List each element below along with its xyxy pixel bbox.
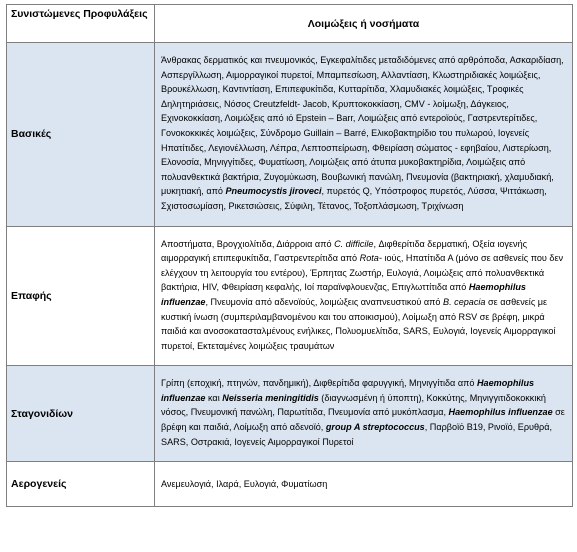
emphasis-term: Haemophilus influenzae	[161, 282, 526, 307]
infections-basic: Άνθρακας δερματικός και πνευμονικός, Εγκεφαλίτιδες μεταδιδόμενες από αρθρόποδα, Ασκαριδίαση, Ασπεργίλλωση, Αιμορραγικοί πυρετοί, Μπαμπεσίωση, Αλλαντίαση, Κλωστηριδιακές λοιμώξεις, Βρουκέλλωση, Καντιντίαση, Επιπεφυκίτιδα, Κυτταρίτιδα, Χλαμυδιακές λοιμώξεις, Τροφικές Δηλητηριάσεις, Νόσος Creutzfeldt- Jacob, Κρυπτοκοκκίαση, CMV - λοίμωξη, Δάγκειος, Εχινοκοκκίαση, Λοιμώξεις από ιό Epstein – Barr, Λοιμώξεις από εντεροϊούς, Γαστρεντερίτιδες, Γονοκοκκικές λοιμώξεις, Σύνδρομο Guillain – Barré, Ελικοβακτηρίδιο του πυλωρού, Ιογενείς Ηπατίτιδες, Λεγιονέλλωση, Λέπρα, Λεπτοσπείρωση, Φθειρίαση σώματος - εφηβαίου, Λιστερίωση, Ελονοσία, Μηνιγγίτιδες, Φυματίωση, Λοιμώξεις από άτυπα μυκοβακτηρίδια, Λοιμώξεις από πολυανθεκτικά βακτήρια, Ζυγομύκωση, Βουβωνική πανώλη, Πνευμονία (βακτηριακή, χλαμυδιακή, μυκητιακή, από Pneumocystis jiroveci, πυρετός Q, Υπόστροφος πυρετός, Λύσσα, Ψιττάκωση, Σχιστοσωμίαση, Ρικετσιώσεις, Σύφιλη, Τέτανος, Τοξοπλάσμωση, Τριχίνωση	[155, 43, 573, 227]
infections-airborne: Ανεμευλογιά, Ιλαρά, Ευλογιά, Φυματίωση	[155, 462, 573, 507]
table-row-droplet	[7, 366, 573, 462]
emphasis-term: Neisseria meningitidis	[222, 392, 319, 403]
emphasis-term: Pneumocystis jiroveci	[225, 186, 322, 197]
infections-droplet: Γρίπη (εποχική, πτηνών, πανδημική), Διφθερίτιδα φαρυγγική, Μηνιγγίτιδα από Haemophilus influenzae και Neisseria meningitidis (διαγνωσμένη ή ύποπτη), Κοκκύτης, Μηνιγγιτιδοκοκκική νόσος, Πνευμονική πανώλη, Παρωτίτιδα, Πνευμονία από μυκόπλασμα, Haemophilus influenzae σε βρέφη και παιδιά, Λοίμωξη από αδενοϊό, group A streptococcus, Παρβοϊό Β19, Ρινοϊό, Ερυθρά, SARS, Οστρακιά, Ιογενείς Αιμορραγικοί Πυρετοί	[155, 366, 573, 462]
table-row-basic	[7, 43, 573, 227]
precautions-table	[6, 4, 573, 507]
emphasis-term: group A streptococcus	[325, 422, 425, 433]
category-airborne: Αερογενείς	[7, 462, 155, 507]
infections-contact: Αποστήματα, Βρογχιολίτιδα, Διάρροια από C. difficile, Διφθερίτιδα δερματική, Οξεία ιογενής αιμορραγική επιπεφυκίτιδα, Γαστρεντερίτιδα από Rota- ιούς, Ηπατίτιδα Α (μόνο σε ασθενείς που δεν ελέγχουν τη λειτουργία του εντέρου), Έρπητας Ζωστήρ, Ευλογιά, Λοιμώξεις από πολυανθεκτικά βακτήρια, HIV, Φθειρίαση κεφαλής, Ιοί παραϊνφλουενζας, Επιγλωττίτιδα από Haemophilus influenzae, Πνευμονία από αδενοϊούς, λοιμώξεις αναπνευστικού από B. cepacia σε ασθενείς με κυστική ίνωση (συμπεριλαμβανομένου και του αποικισμού), Λοίμωξη από RSV σε βρέφη, μικρά παιδιά και ανοσοκατασταλμένους ενήλικες, Πολυομυελίτιδα, SARS, Ευλογιά, Ιογενείς Αιμορραγικοί πυρετοί, Εκτεταμένες λοιμώξεις τραυμάτων	[155, 226, 573, 366]
header-precautions: Συνιστώμενες Προφυλάξεις	[7, 5, 155, 43]
category-contact: Επαφής	[7, 226, 155, 366]
emphasis-term: Rota-	[359, 253, 382, 264]
emphasis-term: B. cepacia	[443, 296, 486, 307]
emphasis-term: Haemophilus influenzae	[161, 378, 535, 403]
emphasis-term: C. difficile	[334, 238, 374, 249]
category-basic: Βασικές	[7, 43, 155, 227]
category-droplet: Σταγονιδίων	[7, 366, 155, 462]
emphasis-term: Haemophilus influenzae	[448, 407, 553, 418]
table-row-contact	[7, 226, 573, 366]
header-infections: Λοιμώξεις ή νοσήματα	[155, 5, 573, 43]
header-row	[7, 5, 573, 43]
table-row-airborne	[7, 462, 573, 507]
